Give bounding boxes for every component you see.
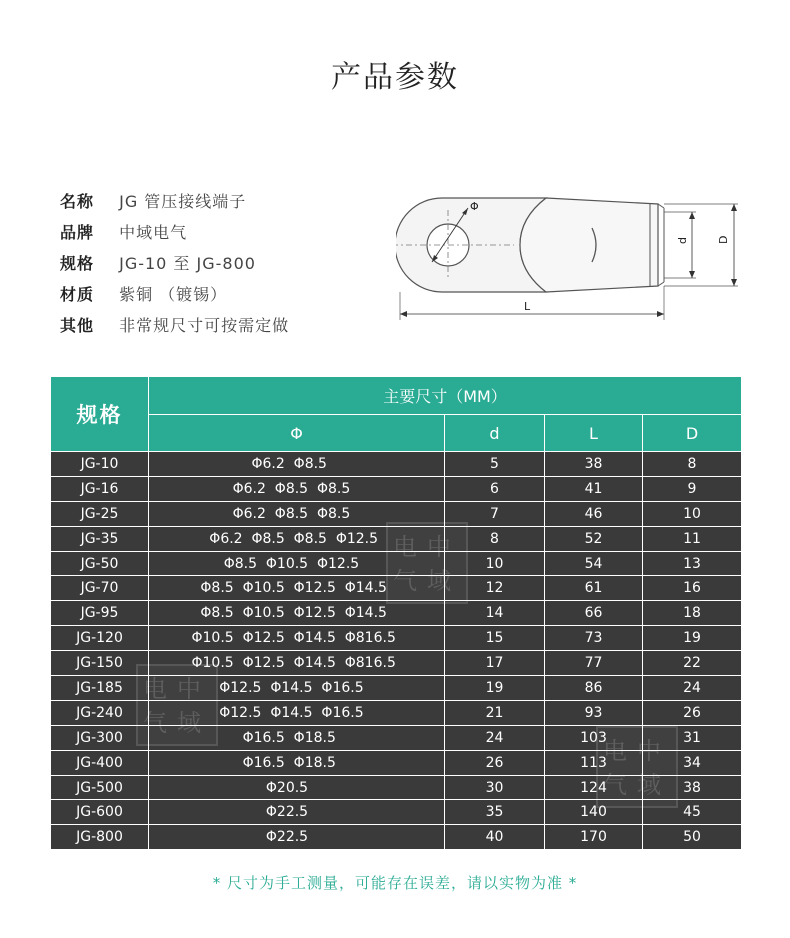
spec-row-model — [60, 250, 289, 281]
col-header-d: d — [445, 415, 545, 452]
cell-l: 73 — [545, 626, 643, 651]
cell-phi — [149, 476, 445, 501]
cell-l: 113 — [545, 750, 643, 775]
cell-spec: JG-120 — [51, 626, 149, 651]
cell-l: 66 — [545, 601, 643, 626]
l-label: L — [524, 300, 531, 313]
cell-l: 41 — [545, 476, 643, 501]
cell-l: 140 — [545, 800, 643, 825]
watermark-logo: 电中 气域 — [136, 664, 218, 746]
cell-spec: JG-500 — [51, 775, 149, 800]
cell-spec: JG-70 — [51, 576, 149, 601]
phi-values: Φ12.5 Φ14.5 Φ16.5 — [219, 704, 364, 721]
big-d-label: D — [717, 235, 730, 244]
spec-label: 规格 — [60, 254, 95, 273]
spec-row-material — [60, 281, 289, 312]
cell-d: 24 — [445, 725, 545, 750]
cell-l: 61 — [545, 576, 643, 601]
cell-l: 77 — [545, 651, 643, 676]
cell-l: 46 — [545, 501, 643, 526]
cell-big-d: 22 — [643, 651, 742, 676]
cell-big-d: 45 — [643, 800, 742, 825]
cell-spec: JG-10 — [51, 452, 149, 477]
spec-value: JG 管压接线端子 — [119, 192, 247, 211]
phi-values: Φ6.2 Φ8.5 Φ8.5 — [232, 480, 351, 497]
cell-big-d: 34 — [643, 750, 742, 775]
table-row — [51, 452, 742, 477]
cell-spec: JG-16 — [51, 476, 149, 501]
cell-big-d: 9 — [643, 476, 742, 501]
cell-d: 7 — [445, 501, 545, 526]
spec-label: 其他 — [60, 316, 95, 335]
cell-phi — [149, 452, 445, 477]
spec-row-brand — [60, 219, 289, 250]
cell-phi — [149, 601, 445, 626]
cell-d: 6 — [445, 476, 545, 501]
cell-d: 10 — [445, 551, 545, 576]
spec-value: JG-10 至 JG-800 — [119, 254, 256, 273]
spec-value: 非常规尺寸可按需定做 — [119, 316, 290, 335]
cell-spec: JG-50 — [51, 551, 149, 576]
cell-d: 21 — [445, 700, 545, 725]
cell-spec: JG-35 — [51, 526, 149, 551]
cell-d: 12 — [445, 576, 545, 601]
cell-l: 170 — [545, 825, 643, 850]
col-header-big-d: D — [643, 415, 742, 452]
cell-d: 30 — [445, 775, 545, 800]
spec-row-other — [60, 312, 289, 343]
cell-big-d: 31 — [643, 725, 742, 750]
cell-spec: JG-400 — [51, 750, 149, 775]
watermark-logo: 电中 气域 — [596, 726, 678, 808]
col-header-phi: Φ — [149, 415, 445, 452]
cell-big-d: 8 — [643, 452, 742, 477]
cell-l: 54 — [545, 551, 643, 576]
cell-phi — [149, 825, 445, 850]
watermark-logo: 电中 气域 — [386, 522, 468, 604]
spec-header: 规格 — [51, 377, 149, 452]
cell-spec: JG-240 — [51, 700, 149, 725]
phi-values: Φ12.5 Φ14.5 Φ16.5 — [219, 679, 364, 696]
table-row — [51, 626, 742, 651]
cell-big-d: 18 — [643, 601, 742, 626]
cell-spec: JG-95 — [51, 601, 149, 626]
cell-d: 15 — [445, 626, 545, 651]
terminal-diagram — [396, 182, 746, 322]
table-row — [51, 601, 742, 626]
phi-values: Φ8.5 Φ10.5 Φ12.5 Φ14.5 — [200, 580, 387, 597]
cell-spec: JG-300 — [51, 725, 149, 750]
cell-big-d: 26 — [643, 700, 742, 725]
cell-phi — [149, 800, 445, 825]
cell-l: 93 — [545, 700, 643, 725]
spec-value: 中域电气 — [119, 223, 188, 242]
spec-list — [60, 188, 289, 343]
phi-values: Φ22.5 — [265, 804, 309, 821]
cell-d: 8 — [445, 526, 545, 551]
dimension-group-header: 主要尺寸（MM） — [149, 377, 742, 415]
phi-values: Φ6.2 Φ8.5 Φ8.5 — [232, 505, 351, 522]
spec-row-name — [60, 188, 289, 219]
cell-spec: JG-600 — [51, 800, 149, 825]
cell-d: 26 — [445, 750, 545, 775]
phi-values: Φ16.5 Φ18.5 — [242, 754, 336, 771]
phi-values: Φ16.5 Φ18.5 — [242, 729, 336, 746]
cell-l: 38 — [545, 452, 643, 477]
phi-values: Φ10.5 Φ12.5 Φ14.5 Φ816.5 — [191, 630, 396, 647]
cell-spec: JG-800 — [51, 825, 149, 850]
cell-phi — [149, 750, 445, 775]
cell-spec: JG-185 — [51, 676, 149, 701]
cell-phi — [149, 626, 445, 651]
d-label: d — [676, 237, 689, 244]
cell-d: 40 — [445, 825, 545, 850]
phi-values: Φ8.5 Φ10.5 Φ12.5 — [223, 555, 360, 572]
cell-d: 14 — [445, 601, 545, 626]
terminal-barrel — [520, 198, 658, 292]
table-row — [51, 476, 742, 501]
col-header-l: L — [545, 415, 643, 452]
spec-value: 紫铜 （镀锡） — [119, 285, 228, 304]
cell-d: 19 — [445, 676, 545, 701]
spec-label: 名称 — [60, 192, 95, 211]
phi-label: Φ — [470, 200, 479, 213]
cell-spec: JG-150 — [51, 651, 149, 676]
cell-l: 124 — [545, 775, 643, 800]
cell-phi — [149, 775, 445, 800]
cell-spec: JG-25 — [51, 501, 149, 526]
phi-values: Φ6.2 Φ8.5 — [251, 455, 327, 472]
spec-label: 材质 — [60, 285, 95, 304]
table-row — [51, 825, 742, 850]
cell-big-d: 50 — [643, 825, 742, 850]
phi-values: Φ20.5 — [265, 779, 309, 796]
cell-big-d: 13 — [643, 551, 742, 576]
page-title: 产品参数 — [331, 60, 459, 95]
cell-big-d: 10 — [643, 501, 742, 526]
phi-values: Φ6.2 Φ8.5 Φ8.5 Φ12.5 — [209, 530, 379, 547]
cell-l: 52 — [545, 526, 643, 551]
phi-values: Φ8.5 Φ10.5 Φ12.5 Φ14.5 — [200, 605, 387, 622]
cell-big-d: 19 — [643, 626, 742, 651]
cell-l: 86 — [545, 676, 643, 701]
measurement-note: * 尺寸为手工测量，可能存在误差，请以实物为准 * — [212, 874, 578, 892]
cell-d: 35 — [445, 800, 545, 825]
cell-big-d: 11 — [643, 526, 742, 551]
spec-label: 品牌 — [60, 223, 95, 242]
cell-big-d: 38 — [643, 775, 742, 800]
cell-big-d: 24 — [643, 676, 742, 701]
phi-values: Φ10.5 Φ12.5 Φ14.5 Φ816.5 — [191, 655, 396, 672]
cell-d: 5 — [445, 452, 545, 477]
cell-d: 17 — [445, 651, 545, 676]
phi-values: Φ22.5 — [265, 829, 309, 846]
cell-l: 103 — [545, 725, 643, 750]
cell-big-d: 16 — [643, 576, 742, 601]
